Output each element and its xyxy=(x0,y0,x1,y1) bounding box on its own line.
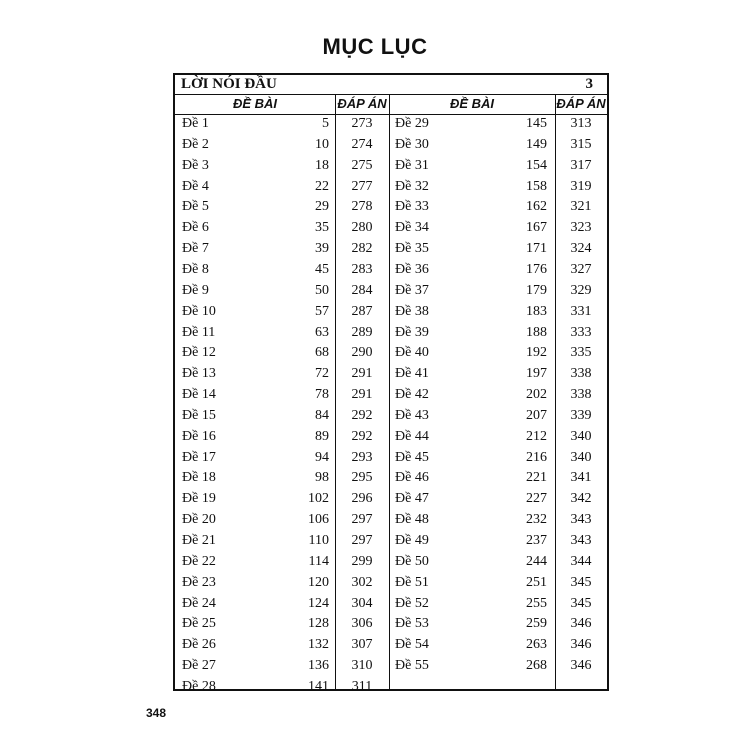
answer-page: 338 xyxy=(570,366,592,382)
exam-page: 188 xyxy=(526,324,547,340)
column-divider xyxy=(389,95,390,689)
exam-page: 255 xyxy=(526,595,547,611)
answer-page: 327 xyxy=(570,261,592,277)
table-row xyxy=(182,179,329,199)
table-row xyxy=(182,408,329,428)
table-row xyxy=(182,304,329,324)
answer-page: 287 xyxy=(351,303,373,319)
exam-name: Đề 39 xyxy=(395,324,429,340)
answer-page: 313 xyxy=(570,116,592,131)
answer-page: 343 xyxy=(570,512,592,528)
exam-page: 5 xyxy=(322,116,329,131)
answer-page: 299 xyxy=(351,553,373,569)
table-row xyxy=(182,220,329,240)
preface-page: 3 xyxy=(585,76,593,92)
table-row xyxy=(182,387,329,407)
exam-name: Đề 49 xyxy=(395,533,429,548)
exam-page: 197 xyxy=(526,366,547,382)
answer-page: 277 xyxy=(351,178,373,194)
exam-page: 145 xyxy=(526,116,547,131)
exam-name: Đề 44 xyxy=(395,428,429,444)
exam-name: Đề 22 xyxy=(182,553,216,569)
answer-page: 342 xyxy=(570,491,592,507)
exam-page: 39 xyxy=(315,241,329,257)
exam-page: 216 xyxy=(526,449,547,465)
answer-page: 340 xyxy=(570,449,592,465)
table-row xyxy=(395,470,547,490)
answer-page: 295 xyxy=(351,470,373,486)
table-row xyxy=(395,450,547,470)
exam-name: Đề 47 xyxy=(395,491,429,507)
header-de-bai-left: ĐỀ BÀI xyxy=(232,96,278,111)
exam-page: 72 xyxy=(315,366,329,382)
exam-page: 94 xyxy=(315,449,329,465)
table-row xyxy=(395,116,547,136)
exam-name: Đề 37 xyxy=(395,282,429,298)
exam-page: 141 xyxy=(308,678,329,694)
exam-page: 251 xyxy=(526,574,547,590)
exam-name: Đề 9 xyxy=(182,282,209,298)
answer-page: 338 xyxy=(570,387,592,403)
page-number: 348 xyxy=(146,706,167,720)
exam-page: 202 xyxy=(526,387,547,403)
exam-name: Đề 55 xyxy=(395,658,429,674)
answer-page: 284 xyxy=(351,282,373,298)
exam-page: 98 xyxy=(315,470,329,486)
answer-page: 343 xyxy=(570,533,592,548)
exam-name: Đề 8 xyxy=(182,261,209,277)
exam-page: 268 xyxy=(526,658,547,674)
table-row xyxy=(182,116,329,136)
exam-name: Đề 50 xyxy=(395,553,429,569)
exam-page: 63 xyxy=(315,324,329,340)
answer-page: 304 xyxy=(351,595,373,611)
table-row xyxy=(395,637,547,657)
exam-name: Đề 15 xyxy=(182,407,216,423)
answer-page: 339 xyxy=(570,407,592,423)
table-row xyxy=(182,429,329,449)
table-row xyxy=(182,679,329,699)
exam-name: Đề 7 xyxy=(182,241,209,257)
exam-page: 50 xyxy=(315,282,329,298)
column-header-row xyxy=(175,95,607,115)
answer-page: 335 xyxy=(570,345,592,361)
exam-page: 10 xyxy=(315,136,329,152)
table-row xyxy=(182,575,329,595)
exam-page: 212 xyxy=(526,428,547,444)
answer-page: 340 xyxy=(570,428,592,444)
exam-name: Đề 45 xyxy=(395,449,429,465)
answer-page: 296 xyxy=(351,491,373,507)
table-row xyxy=(182,491,329,511)
exam-page: 45 xyxy=(315,261,329,277)
answer-page: 331 xyxy=(570,303,592,319)
answer-page: 289 xyxy=(351,324,373,340)
table-row xyxy=(182,533,329,553)
exam-name: Đề 46 xyxy=(395,470,429,486)
exam-name: Đề 27 xyxy=(182,658,216,674)
exam-page: 136 xyxy=(308,658,329,674)
answer-page: 341 xyxy=(570,470,592,486)
exam-page: 132 xyxy=(308,637,329,653)
page-title: MỤC LỤC xyxy=(322,34,428,59)
answer-page: 319 xyxy=(570,178,592,194)
table-row xyxy=(395,575,547,595)
exam-page: 68 xyxy=(315,345,329,361)
exam-page: 128 xyxy=(308,616,329,632)
exam-name: Đề 12 xyxy=(182,345,216,361)
table-row xyxy=(395,304,547,324)
preface-row xyxy=(175,75,607,95)
column-divider xyxy=(335,95,336,689)
table-row xyxy=(395,554,547,574)
table-row xyxy=(395,220,547,240)
table-row xyxy=(182,658,329,678)
exam-name: Đề 32 xyxy=(395,178,429,194)
table-row xyxy=(395,366,547,386)
answer-page: 297 xyxy=(351,533,373,548)
answer-page: 321 xyxy=(570,199,592,215)
exam-page: 110 xyxy=(308,533,329,548)
exam-name: Đề 13 xyxy=(182,366,216,382)
table-row xyxy=(395,137,547,157)
exam-name: Đề 6 xyxy=(182,220,209,236)
table-row xyxy=(395,345,547,365)
exam-page: 57 xyxy=(315,303,329,319)
exam-name: Đề 48 xyxy=(395,512,429,528)
exam-name: Đề 34 xyxy=(395,220,429,236)
exam-page: 183 xyxy=(526,303,547,319)
table-row xyxy=(182,450,329,470)
table-row xyxy=(182,345,329,365)
header-dap-an-right: ĐÁP ÁN xyxy=(556,96,606,111)
exam-page: 124 xyxy=(308,595,329,611)
exam-name: Đề 5 xyxy=(182,199,209,215)
exam-name: Đề 10 xyxy=(182,303,216,319)
exam-name: Đề 11 xyxy=(182,324,216,340)
exam-name: Đề 19 xyxy=(182,491,216,507)
exam-name: Đề 20 xyxy=(182,512,216,528)
answer-page: 333 xyxy=(570,324,592,340)
answer-page: 346 xyxy=(570,637,592,653)
answer-page: 274 xyxy=(351,136,373,152)
table-row xyxy=(182,262,329,282)
answer-page: 273 xyxy=(351,116,373,131)
answer-page: 290 xyxy=(351,345,373,361)
table-row xyxy=(395,387,547,407)
exam-page: 179 xyxy=(526,282,547,298)
exam-page: 29 xyxy=(315,199,329,215)
table-row xyxy=(395,616,547,636)
exam-name: Đề 29 xyxy=(395,116,429,131)
answer-page: 278 xyxy=(351,199,373,215)
answer-page: 280 xyxy=(351,220,373,236)
exam-name: Đề 16 xyxy=(182,428,216,444)
table-row xyxy=(395,429,547,449)
exam-page: 89 xyxy=(315,428,329,444)
table-row xyxy=(395,179,547,199)
table-row xyxy=(395,199,547,219)
answer-page: 315 xyxy=(570,136,592,152)
exam-page: 263 xyxy=(526,637,547,653)
table-row xyxy=(395,512,547,532)
answer-page: 345 xyxy=(570,574,592,590)
answer-page: 344 xyxy=(570,553,592,569)
exam-page: 192 xyxy=(526,345,547,361)
exam-name: Đề 31 xyxy=(395,157,429,173)
table-row xyxy=(182,283,329,303)
table-row xyxy=(395,262,547,282)
exam-page: 22 xyxy=(315,178,329,194)
exam-page: 149 xyxy=(526,136,547,152)
table-row xyxy=(395,325,547,345)
table-row xyxy=(395,408,547,428)
exam-name: Đề 53 xyxy=(395,616,429,632)
table-row xyxy=(182,366,329,386)
exam-name: Đề 2 xyxy=(182,136,209,152)
answer-page: 291 xyxy=(351,366,373,382)
answer-page: 283 xyxy=(351,261,373,277)
exam-page: 232 xyxy=(526,512,547,528)
table-row xyxy=(182,616,329,636)
exam-name: Đề 21 xyxy=(182,533,216,548)
answer-page: 317 xyxy=(570,157,592,173)
table-row xyxy=(182,137,329,157)
answer-page: 302 xyxy=(351,574,373,590)
answer-page: 329 xyxy=(570,282,592,298)
table-row xyxy=(182,325,329,345)
answer-page: 346 xyxy=(570,616,592,632)
exam-name: Đề 1 xyxy=(182,116,209,131)
exam-name: Đề 28 xyxy=(182,678,216,694)
table-row xyxy=(182,241,329,261)
table-row xyxy=(395,658,547,678)
exam-name: Đề 43 xyxy=(395,407,429,423)
answer-page: 323 xyxy=(570,220,592,236)
answer-page: 292 xyxy=(351,428,373,444)
exam-name: Đề 42 xyxy=(395,387,429,403)
answer-page: 345 xyxy=(570,595,592,611)
exam-page: 237 xyxy=(526,533,547,548)
table-row xyxy=(182,158,329,178)
table-row xyxy=(395,491,547,511)
answer-page: 307 xyxy=(351,637,373,653)
exam-page: 114 xyxy=(308,553,329,569)
exam-name: Đề 23 xyxy=(182,574,216,590)
table-row xyxy=(395,283,547,303)
answer-page: 291 xyxy=(351,387,373,403)
answer-page: 346 xyxy=(570,658,592,674)
table-row xyxy=(182,199,329,219)
exam-page: 176 xyxy=(526,261,547,277)
answer-page: 306 xyxy=(351,616,373,632)
exam-page: 207 xyxy=(526,407,547,423)
exam-page: 78 xyxy=(315,387,329,403)
exam-name: Đề 24 xyxy=(182,595,216,611)
answer-page: 297 xyxy=(351,512,373,528)
exam-name: Đề 26 xyxy=(182,637,216,653)
exam-name: Đề 51 xyxy=(395,574,429,590)
header-de-bai-right: ĐỀ BÀI xyxy=(449,96,495,111)
table-row xyxy=(395,158,547,178)
table-row xyxy=(395,596,547,616)
column-divider xyxy=(555,95,556,689)
exam-page: 259 xyxy=(526,616,547,632)
exam-page: 227 xyxy=(526,491,547,507)
exam-page: 84 xyxy=(315,407,329,423)
exam-page: 18 xyxy=(315,157,329,173)
header-dap-an-left: ĐÁP ÁN xyxy=(337,96,387,111)
exam-name: Đề 17 xyxy=(182,449,216,465)
exam-page: 171 xyxy=(526,241,547,257)
exam-page: 154 xyxy=(526,157,547,173)
table-row xyxy=(182,554,329,574)
exam-page: 167 xyxy=(526,220,547,236)
exam-name: Đề 14 xyxy=(182,387,216,403)
exam-page: 106 xyxy=(308,512,329,528)
table-row xyxy=(182,470,329,490)
exam-name: Đề 41 xyxy=(395,366,429,382)
exam-name: Đề 25 xyxy=(182,616,216,632)
table-row xyxy=(182,596,329,616)
exam-page: 35 xyxy=(315,220,329,236)
exam-name: Đề 38 xyxy=(395,303,429,319)
exam-page: 120 xyxy=(308,574,329,590)
answer-page: 292 xyxy=(351,407,373,423)
exam-name: Đề 35 xyxy=(395,241,429,257)
answer-page: 293 xyxy=(351,449,373,465)
table-row xyxy=(182,512,329,532)
exam-page: 244 xyxy=(526,553,547,569)
answer-page: 275 xyxy=(351,157,373,173)
exam-page: 162 xyxy=(526,199,547,215)
exam-name: Đề 30 xyxy=(395,136,429,152)
exam-name: Đề 54 xyxy=(395,637,429,653)
exam-name: Đề 52 xyxy=(395,595,429,611)
exam-page: 158 xyxy=(526,178,547,194)
answer-page: 310 xyxy=(351,658,373,674)
table-row xyxy=(395,533,547,553)
exam-name: Đề 4 xyxy=(182,178,209,194)
exam-name: Đề 18 xyxy=(182,470,216,486)
preface-label: LỜI NÓI ĐẦU xyxy=(181,76,277,92)
exam-page: 102 xyxy=(308,491,329,507)
exam-name: Đề 33 xyxy=(395,199,429,215)
answer-page: 282 xyxy=(351,241,373,257)
table-row xyxy=(395,241,547,261)
answer-page: 311 xyxy=(351,678,373,694)
table-row xyxy=(182,637,329,657)
exam-name: Đề 40 xyxy=(395,345,429,361)
answer-page: 324 xyxy=(570,241,592,257)
exam-name: Đề 36 xyxy=(395,261,429,277)
toc-table xyxy=(173,73,609,694)
exam-page: 221 xyxy=(526,470,547,486)
exam-name: Đề 3 xyxy=(182,157,209,173)
